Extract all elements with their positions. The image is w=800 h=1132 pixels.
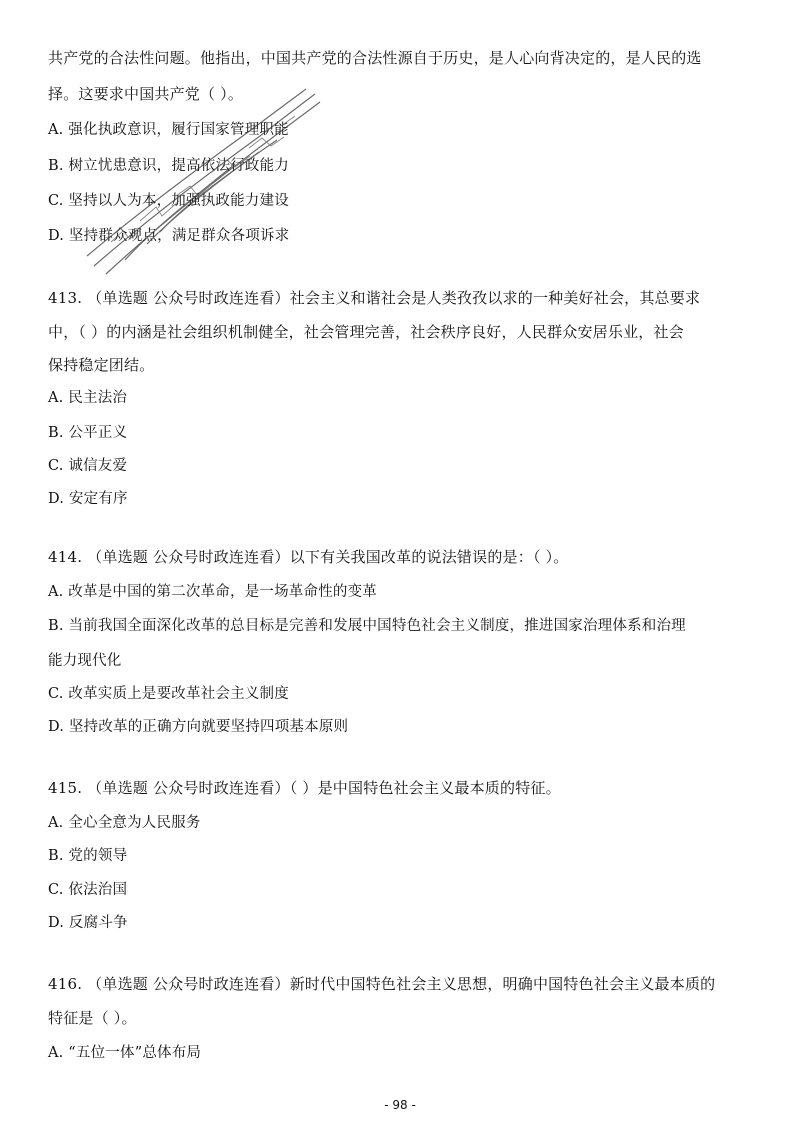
intro-option-a: A. 强化执政意识，履行国家管理职能	[48, 122, 289, 138]
question-414-option-b-line-1: B. 当前我国全面深化改革的总目标是完善和发展中国特色社会主义制度，推进国家治理体系和治理	[48, 618, 686, 634]
question-413-option-a: A. 民主法治	[48, 390, 128, 406]
question-416-line-2: 特征是（ ）。	[48, 1009, 137, 1027]
question-413-option-b: B. 公平正义	[48, 425, 128, 441]
question-416-line-1: 416. （单选题 公众号时政连连看）新时代中国特色社会主义思想，明确中国特色社会主义最本质的	[48, 975, 716, 993]
question-414-option-d: D. 坚持改革的正确方向就要坚持四项基本原则	[48, 719, 349, 735]
intro-option-d: D. 坚持群众观点，满足群众各项诉求	[48, 228, 290, 244]
question-415-line-1: 415. （单选题 公众号时政连连看）（ ）是中国特色社会主义最本质的特征。	[48, 779, 561, 797]
intro-option-c: C. 坚持以人为本，加强执政能力建设	[48, 193, 289, 209]
page-number: - 98 -	[384, 1098, 416, 1112]
question-414-option-b-line-2: 能力现代化	[48, 653, 122, 669]
question-413-option-d: D. 安定有序	[48, 491, 128, 507]
question-414-option-c: C. 改革实质上是要改革社会主义制度	[48, 686, 289, 702]
intro-line-1: 共产党的合法性问题。他指出，中国共产党的合法性源自于历史，是人心向背决定的，是人民的选	[48, 49, 702, 67]
question-413-option-c: C. 诚信友爱	[48, 458, 128, 474]
question-413-line-1: 413. （单选题 公众号时政连连看）社会主义和谐社会是人类孜孜以求的一种美好社会，其总要求	[48, 289, 701, 307]
question-415-option-c: C. 依法治国	[48, 882, 128, 898]
question-413-line-3: 保持稳定团结。	[48, 356, 155, 374]
intro-line-2: 择。这要求中国共产党（ ）。	[48, 85, 244, 103]
question-415-option-a: A. 全心全意为人民服务	[48, 815, 201, 831]
question-416-option-a: A. “五位一体”总体布局	[48, 1045, 202, 1061]
intro-option-b: B. 树立忧患意识，提高依法行政能力	[48, 158, 289, 174]
question-413-line-2: 中，（ ）的内涵是社会组织机制健全，社会管理完善，社会秩序良好，人民群众安居乐业，社会	[48, 323, 684, 341]
question-414-line-1: 414. （单选题 公众号时政连连看）以下有关我国改革的说法错误的是：（ ）。	[48, 548, 569, 566]
question-414-option-a: A. 改革是中国的第二次革命，是一场革命性的变革	[48, 584, 377, 600]
question-415-option-b: B. 党的领导	[48, 848, 128, 864]
question-415-option-d: D. 反腐斗争	[48, 915, 128, 931]
